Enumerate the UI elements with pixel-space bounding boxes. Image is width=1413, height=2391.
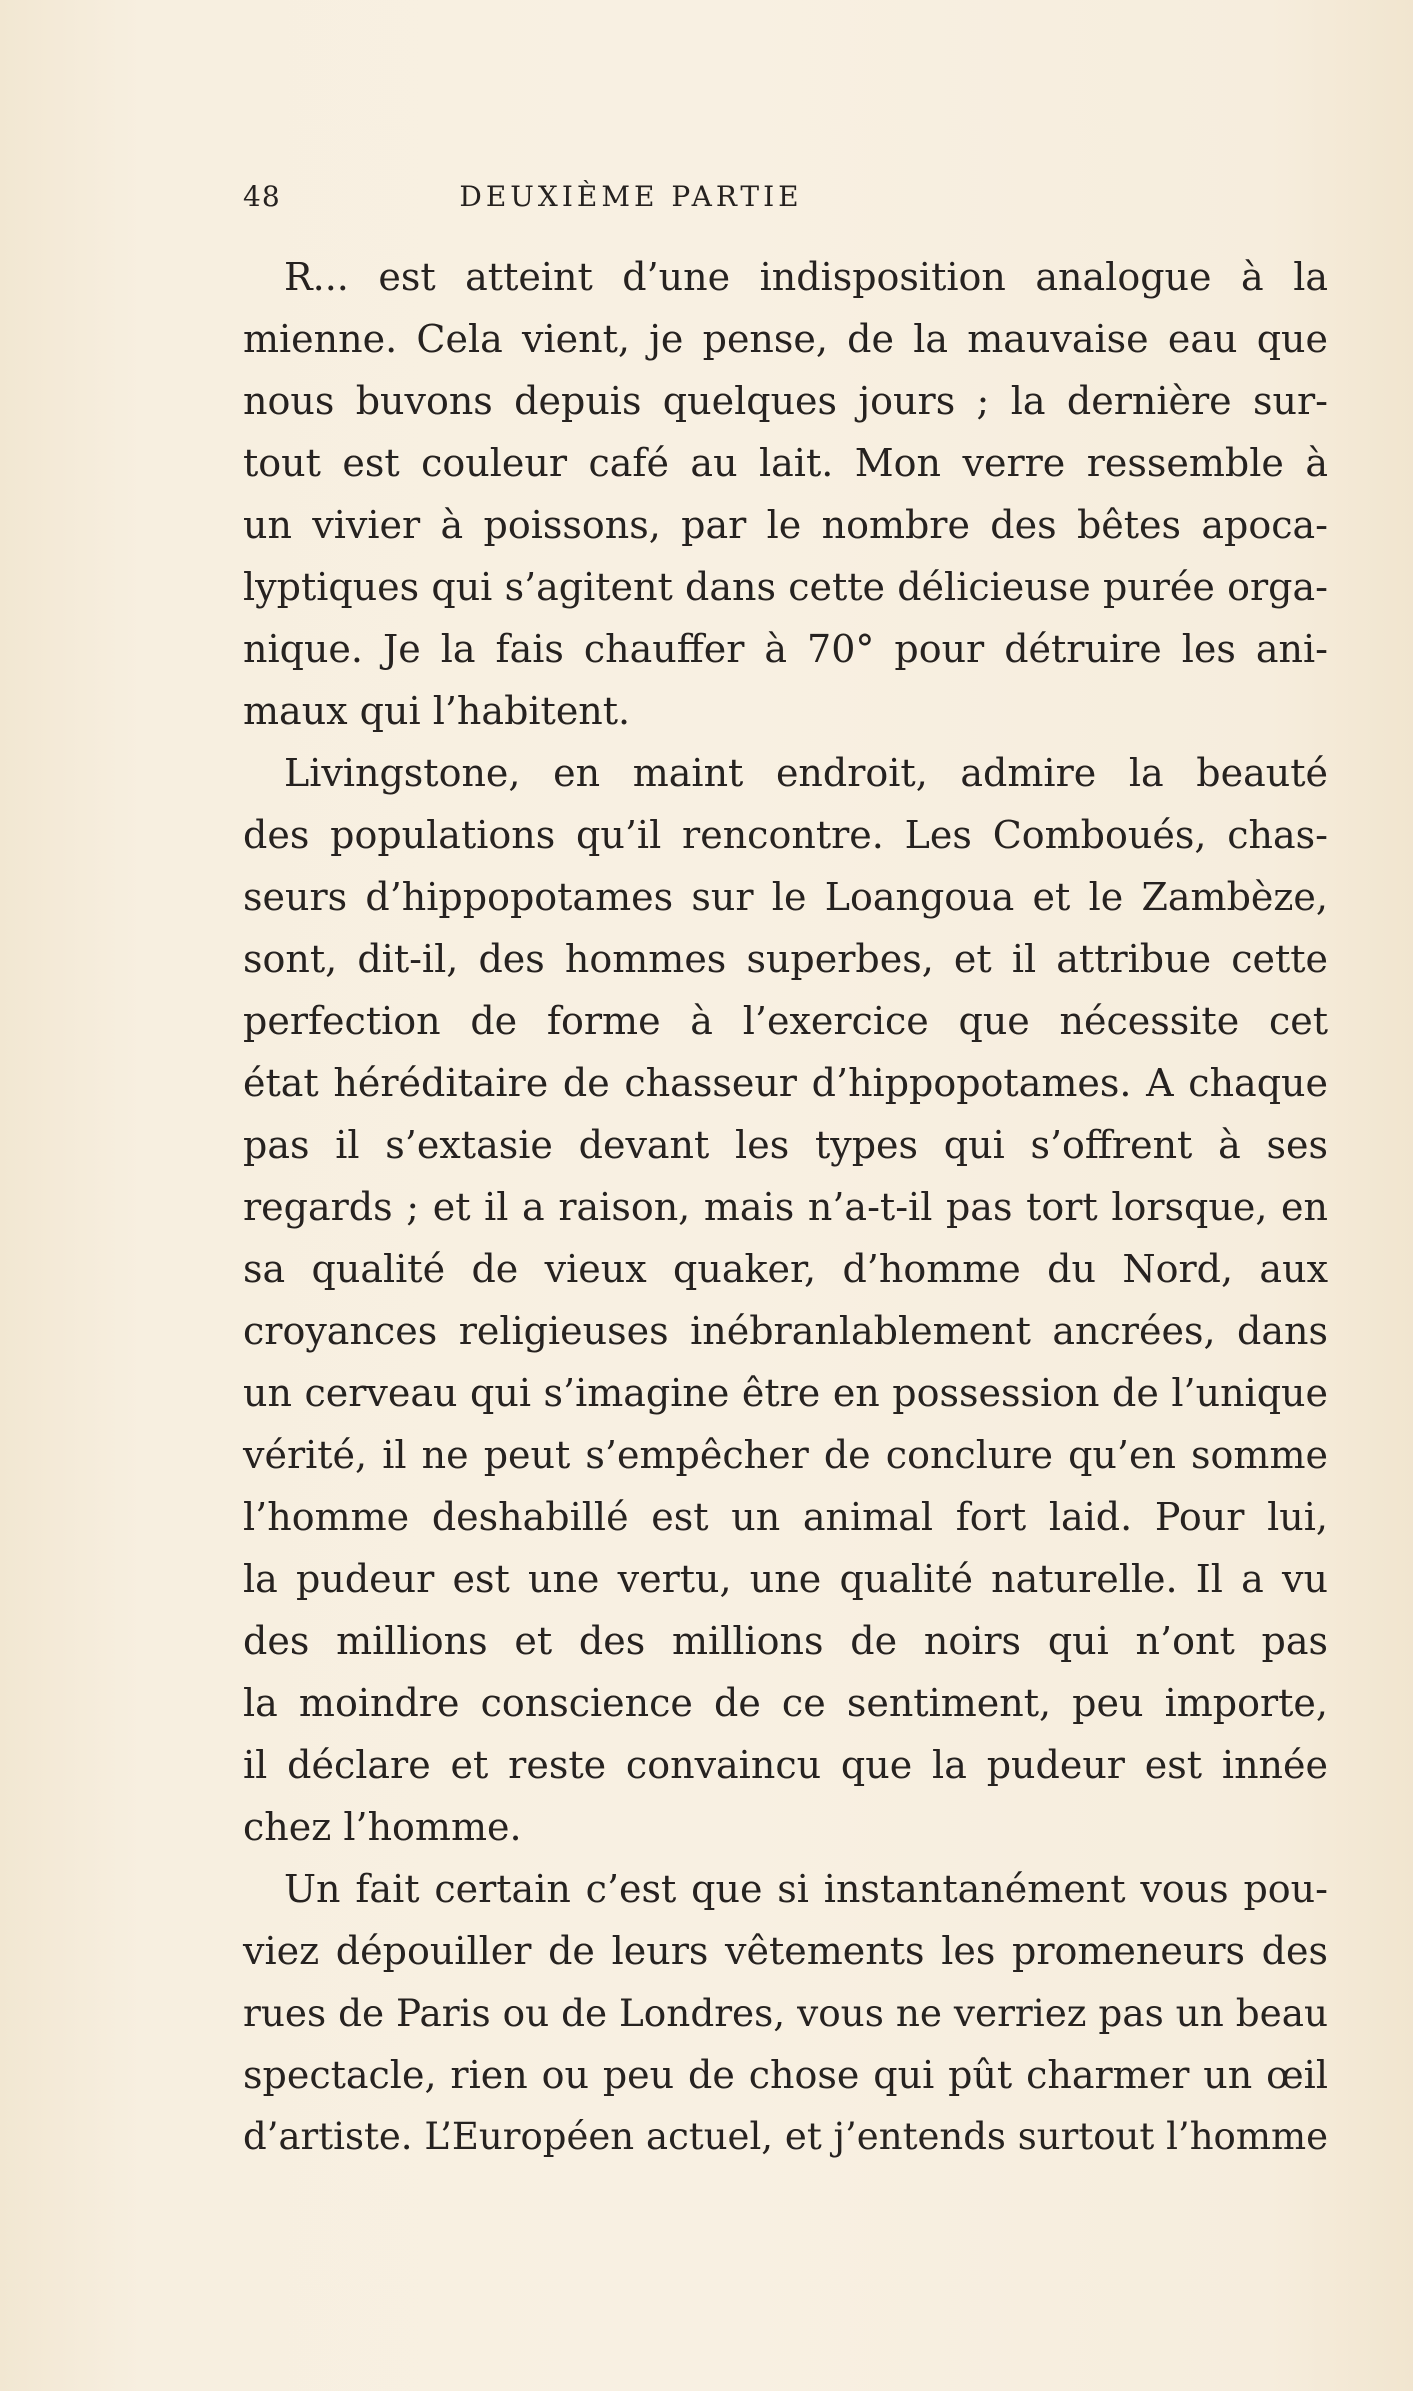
text-line: d’artiste. L’Européen actuel, et j’entends surtout l’homme [243, 2115, 1328, 2158]
text-line: la moindre conscience de ce sentiment, peu importe, [243, 1681, 1328, 1725]
text-line: un vivier à poissons, par le nombre des bêtes apoca- [243, 503, 1328, 547]
text-line: des populations qu’il rencontre. Les Comboués, chas- [243, 813, 1328, 857]
text-line: croyances religieuses inébranlablement ancrées, dans [243, 1309, 1328, 1353]
text-line: maux qui l’habitent. [243, 689, 631, 733]
text-line: lyptiques qui s’agitent dans cette délicieuse purée orga- [243, 565, 1328, 609]
text-line: viez dépouiller de leurs vêtements les promeneurs des [243, 1929, 1328, 1973]
text-line: perfection de forme à l’exercice que nécessite cet [243, 999, 1328, 1043]
text-line: un cerveau qui s’imagine être en possession de l’unique [243, 1371, 1328, 1415]
text-line: nous buvons depuis quelques jours ; la dernière sur- [243, 379, 1328, 423]
text-line: chez l’homme. [243, 1805, 522, 1849]
text-line: R... est atteint d’une indisposition analogue à la [284, 255, 1328, 299]
text-line: mienne. Cela vient, je pense, de la mauvaise eau que [243, 317, 1328, 361]
paragraph-2 [243, 742, 1328, 1858]
body-text [243, 246, 1328, 2168]
text-line: l’homme deshabillé est un animal fort laid. Pour lui, [243, 1495, 1328, 1539]
text-line: spectacle, rien ou peu de chose qui pût charmer un œil [243, 2053, 1328, 2097]
text-line: rues de Paris ou de Londres, vous ne verriez pas un beau [243, 1991, 1328, 2035]
page-number: 48 [243, 180, 281, 213]
text-line: état héréditaire de chasseur d’hippopotames. A chaque [243, 1061, 1328, 1105]
running-head: DEUXIÈME PARTIE [459, 180, 803, 213]
text-line: sont, dit-il, des hommes superbes, et il attribue cette [243, 937, 1328, 981]
page-header [243, 180, 979, 220]
text-line: nique. Je la fais chauffer à 70° pour détruire les ani- [243, 627, 1328, 671]
text-line: Un fait certain c’est que si instantanément vous pou- [284, 1867, 1328, 1911]
text-line: il déclare et reste convaincu que la pudeur est innée [243, 1743, 1328, 1787]
paragraph-1 [243, 246, 1328, 742]
paragraph-3 [243, 1858, 1328, 2168]
text-line: seurs d’hippopotames sur le Loangoua et le Zambèze, [243, 875, 1328, 919]
text-line: tout est couleur café au lait. Mon verre ressemble à [243, 441, 1328, 485]
text-line: pas il s’extasie devant les types qui s’offrent à ses [243, 1123, 1328, 1167]
text-line: sa qualité de vieux quaker, d’homme du Nord, aux [243, 1247, 1328, 1291]
text-line: Livingstone, en maint endroit, admire la beauté [284, 751, 1328, 795]
text-line: la pudeur est une vertu, une qualité naturelle. Il a vu [243, 1557, 1328, 1601]
text-line: regards ; et il a raison, mais n’a-t-il pas tort lorsque, en [243, 1185, 1328, 1229]
text-line: des millions et des millions de noirs qui n’ont pas [243, 1619, 1328, 1663]
text-line: vérité, il ne peut s’empêcher de conclure qu’en somme [243, 1433, 1328, 1477]
